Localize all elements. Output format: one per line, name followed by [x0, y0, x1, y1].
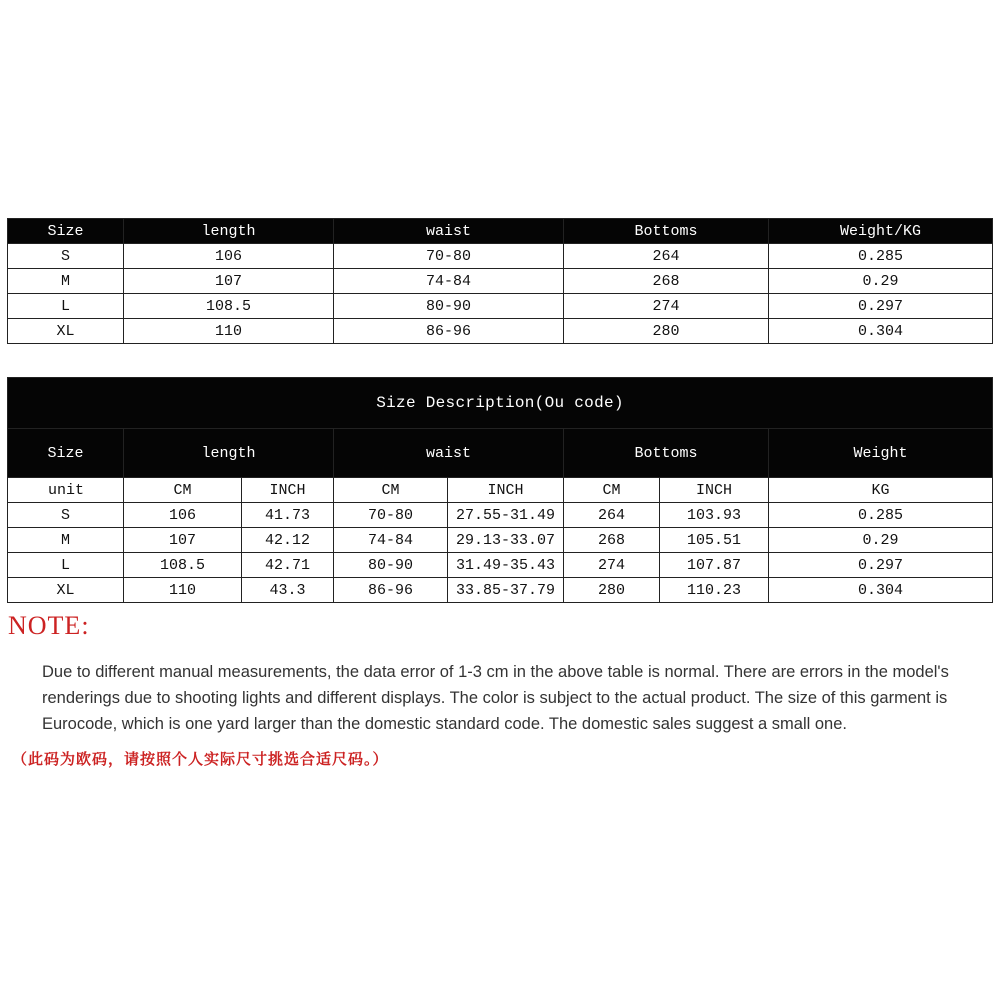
- cell-length-cm: 107: [124, 528, 242, 553]
- cell-bottoms-inch: 103.93: [660, 503, 769, 528]
- cell-length: 106: [124, 244, 334, 269]
- cell-size: M: [8, 528, 124, 553]
- cell-bottoms: 274: [564, 294, 769, 319]
- cell-weight-kg: 0.297: [769, 553, 993, 578]
- cell-bottoms-cm: 268: [564, 528, 660, 553]
- header-size: Size: [8, 429, 124, 478]
- cell-waist: 80-90: [334, 294, 564, 319]
- table-row: [8, 578, 993, 603]
- cell-size: S: [8, 503, 124, 528]
- cell-length: 108.5: [124, 294, 334, 319]
- cell-waist-cm: 74-84: [334, 528, 448, 553]
- cell-length-inch: 43.3: [242, 578, 334, 603]
- cell-bottoms-inch: 105.51: [660, 528, 769, 553]
- table-row: [8, 244, 993, 269]
- cell-waist-inch: 27.55-31.49: [448, 503, 564, 528]
- table-header-row: [8, 429, 993, 478]
- cell-bottoms-inch: 110.23: [660, 578, 769, 603]
- cell-weight: 0.29: [769, 269, 993, 294]
- cell-size: L: [8, 294, 124, 319]
- unit-waist-cm: CM: [334, 478, 448, 503]
- size-description-table: [7, 377, 993, 603]
- cell-bottoms-cm: 280: [564, 578, 660, 603]
- cell-waist-inch: 31.49-35.43: [448, 553, 564, 578]
- unit-bottoms-cm: CM: [564, 478, 660, 503]
- header-waist: waist: [334, 219, 564, 244]
- unit-length-inch: INCH: [242, 478, 334, 503]
- table-row: [8, 528, 993, 553]
- header-length: length: [124, 219, 334, 244]
- cell-weight-kg: 0.29: [769, 528, 993, 553]
- table-title-row: [8, 378, 993, 429]
- size-table-basic: [7, 218, 993, 344]
- cell-bottoms-cm: 264: [564, 503, 660, 528]
- cell-bottoms: 264: [564, 244, 769, 269]
- cell-bottoms: 280: [564, 319, 769, 344]
- cell-length: 107: [124, 269, 334, 294]
- cell-length: 110: [124, 319, 334, 344]
- cell-length-cm: 106: [124, 503, 242, 528]
- note-text: Due to different manual measurements, the data error of 1-3 cm in the above table is normal. There are errors in the model's renderings due to shooting lights and different displays. The color is subject to the actual product. The size of this garment is Eurocode, which is one yard larger than the domestic standard code. The domestic sales suggest a small one.: [42, 663, 949, 733]
- header-weight-kg: Weight/KG: [769, 219, 993, 244]
- cell-length-inch: 42.71: [242, 553, 334, 578]
- cell-waist-cm: 86-96: [334, 578, 448, 603]
- table-row: [8, 319, 993, 344]
- table-row: [8, 503, 993, 528]
- cell-length-cm: 108.5: [124, 553, 242, 578]
- cell-bottoms: 268: [564, 269, 769, 294]
- cell-weight-kg: 0.304: [769, 578, 993, 603]
- cell-waist: 86-96: [334, 319, 564, 344]
- cell-weight: 0.304: [769, 319, 993, 344]
- header-weight: Weight: [769, 429, 993, 478]
- table-title: Size Description(Ou code): [8, 378, 993, 429]
- cell-length-cm: 110: [124, 578, 242, 603]
- cell-size: M: [8, 269, 124, 294]
- header-waist: waist: [334, 429, 564, 478]
- cell-bottoms-cm: 274: [564, 553, 660, 578]
- cell-length-inch: 42.12: [242, 528, 334, 553]
- cell-waist-cm: 70-80: [334, 503, 448, 528]
- unit-length-cm: CM: [124, 478, 242, 503]
- cell-weight: 0.285: [769, 244, 993, 269]
- header-bottoms: Bottoms: [564, 219, 769, 244]
- unit-row: [8, 478, 993, 503]
- cell-waist-inch: 29.13-33.07: [448, 528, 564, 553]
- table-header-row: [8, 219, 993, 244]
- header-size: Size: [8, 219, 124, 244]
- table-row: [8, 553, 993, 578]
- cell-waist-inch: 33.85-37.79: [448, 578, 564, 603]
- cell-size: L: [8, 553, 124, 578]
- unit-bottoms-inch: INCH: [660, 478, 769, 503]
- cell-size: S: [8, 244, 124, 269]
- cell-weight: 0.297: [769, 294, 993, 319]
- unit-waist-inch: INCH: [448, 478, 564, 503]
- note-title: NOTE:: [8, 611, 90, 640]
- unit-label: unit: [8, 478, 124, 503]
- cell-size: XL: [8, 319, 124, 344]
- unit-weight-kg: KG: [769, 478, 993, 503]
- header-bottoms: Bottoms: [564, 429, 769, 478]
- cell-length-inch: 41.73: [242, 503, 334, 528]
- cell-waist: 70-80: [334, 244, 564, 269]
- cell-bottoms-inch: 107.87: [660, 553, 769, 578]
- cell-waist-cm: 80-90: [334, 553, 448, 578]
- table-row: [8, 294, 993, 319]
- note-chinese-text: （此码为欧码，请按照个人实际尺寸挑选合适尺码。）: [12, 750, 389, 768]
- cell-size: XL: [8, 578, 124, 603]
- header-length: length: [124, 429, 334, 478]
- cell-waist: 74-84: [334, 269, 564, 294]
- cell-weight-kg: 0.285: [769, 503, 993, 528]
- table-row: [8, 269, 993, 294]
